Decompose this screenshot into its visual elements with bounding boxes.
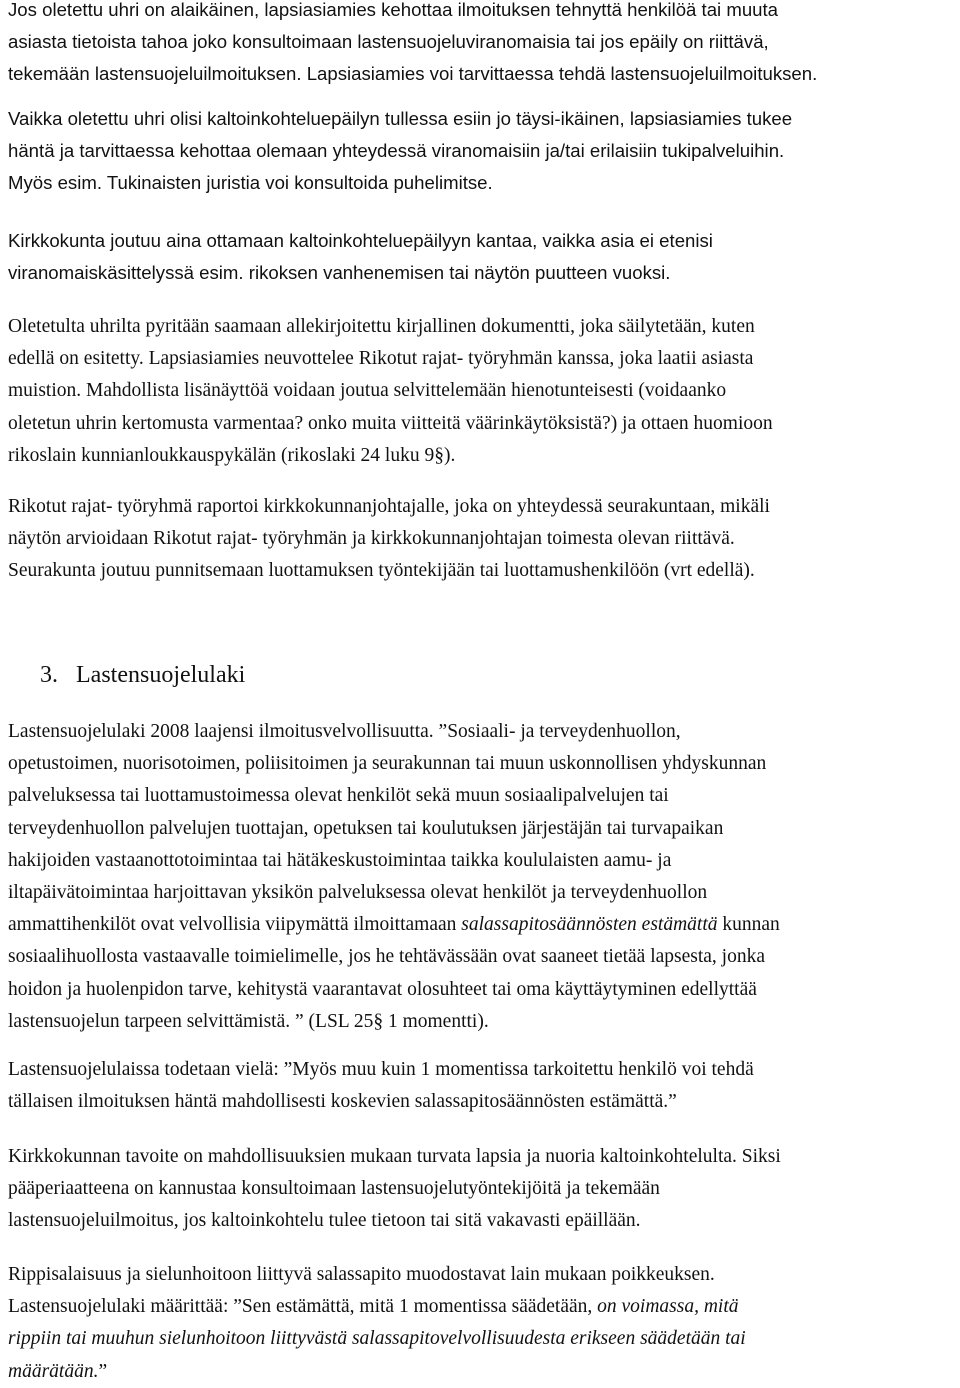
text-segment: ” bbox=[98, 1360, 108, 1382]
text-line: palveluksessa tai luottamustoimessa olevat henkilöt sekä muun sosiaalipalvelujen tai bbox=[8, 785, 669, 807]
text-line: Lastensuojelulaissa todetaan vielä: ”Myös muu kuin 1 momentissa tarkoitettu henkilö voi tehdä bbox=[8, 1059, 754, 1080]
paragraph-child-welfare-act bbox=[8, 716, 958, 1038]
section-number: 3. bbox=[40, 662, 58, 688]
text-line: terveydenhuollon palvelujen tuottajan, opetuksen tai koulutuksen järjestäjän tai turvapaikan bbox=[8, 817, 724, 839]
text-line: Myös esim. Tukinaisten juristia voi konsultoida puhelimitse. bbox=[8, 172, 493, 194]
text-line bbox=[8, 1356, 958, 1388]
paragraph-reporting-minor bbox=[8, 0, 958, 199]
italic-text: määrätään. bbox=[8, 1360, 99, 1382]
text-segment: kunnan bbox=[717, 914, 780, 936]
text-line: pääperiaatteena on kannustaa konsultoimaan lastensuojelutyöntekijöitä ja tekemään bbox=[8, 1178, 660, 1200]
section-title: Lastensuojelulaki bbox=[76, 662, 246, 688]
text-line: hoidon ja huolenpidon tarve, kehitystä vaarantavat olosuhteet tai oma käyttäytyminen edellyttää bbox=[8, 978, 757, 1000]
text-segment: Lastensuojelulaki määrittää: ”Sen estämättä, mitä 1 momentissa säädetään, bbox=[8, 1296, 598, 1318]
text-line: Rikotut rajat- työryhmä raportoi kirkkokunnanjohtajalle, joka on yhteydessä seurakuntaan, mikäli bbox=[8, 496, 770, 517]
text-line: oletetun uhrin kertomusta varmentaa? onko muita viitteitä väärinkäytöksistä?) ja ottaen huomioon bbox=[8, 412, 773, 434]
text-line: Rippisalaisuus ja sielunhoitoon liittyvä salassapito muodostavat lain mukaan poikkeuksen. bbox=[8, 1264, 715, 1285]
text-line: Kirkkokunnan tavoite on mahdollisuuksien mukaan turvata lapsia ja nuoria kaltoinkohtelulta. Siksi bbox=[8, 1146, 781, 1167]
text-line: viranomaiskäsittelyssä esim. rikoksen vanhenemisen tai näytön puutteen vuoksi. bbox=[8, 262, 671, 284]
paragraph-confession-secrecy bbox=[8, 1259, 958, 1388]
text-line: rikoslain kunnianloukkauspykälän (rikoslaki 24 luku 9§). bbox=[8, 444, 456, 466]
italic-text: salassapitosäännösten estämättä bbox=[461, 914, 718, 936]
italic-text: on voimassa, mitä bbox=[597, 1296, 739, 1318]
text-segment: ammattihenkilöt ovat velvollisia viipymättä ilmoittamaan bbox=[8, 914, 462, 936]
text-line: iltapäivätoimintaa harjoittavan yksikön palveluksessa olevat henkilöt ja terveydenhuollon bbox=[8, 882, 708, 904]
text-line: Seurakunta joutuu punnitsemaan luottamuksen työntekijään tai luottamushenkilöön (vrt edellä). bbox=[8, 560, 755, 582]
text-line: näytön arvioidaan Rikotut rajat- työryhmän ja kirkkokunnanjohtajan toimesta olevan riittävä. bbox=[8, 528, 735, 550]
paragraph-working-group-report bbox=[8, 491, 958, 588]
paragraph-signed-document bbox=[8, 311, 958, 472]
text-line bbox=[8, 1291, 958, 1323]
text-line: opetustoimen, nuorisotoimen, poliisitoimen ja seurakunnan tai muun uskonnollisen yhdyskunnan bbox=[8, 753, 767, 775]
text-line: Kirkkokunta joutuu aina ottamaan kaltoinkohteluepäilyyn kantaa, vaikka asia ei etenisi bbox=[8, 230, 713, 251]
text-line: asiasta tietoista tahoa joko konsultoimaan lastensuojeluviranomaisia tai jos epäily on riittävä, bbox=[8, 31, 769, 53]
italic-text: rippiin tai muuhun sielunhoitoon liittyvästä salassapitovelvollisuudesta erikseen säädetään tai bbox=[8, 1328, 746, 1350]
text-line: hakijoiden vastaanottotoimintaa tai hätäkeskustoimintaa taikka koululaisten aamu- ja bbox=[8, 849, 672, 871]
text-line: Jos oletettu uhri on alaikäinen, lapsiasiamies kehottaa ilmoituksen tehnyttä henkilöä tai muuta bbox=[8, 0, 779, 20]
text-line: häntä ja tarvittaessa kehottaa olemaan yhteydessä viranomaisiin ja/tai erilaisiin tukipalveluihin. bbox=[8, 139, 785, 161]
paragraph-church-goal bbox=[8, 1141, 958, 1238]
text-line: muistion. Mahdollista lisänäyttöä voidaan joutua selvittelemään hienotunteisesti (voidaanko bbox=[8, 380, 727, 402]
text-line: Lastensuojelulaki 2008 laajensi ilmoitusvelvollisuutta. ”Sosiaali- ja terveydenhuollon, bbox=[8, 721, 681, 742]
text-line: lastensuojelun tarpeen selvittämistä. ” (LSL 25§ 1 momentti). bbox=[8, 1010, 489, 1032]
text-line: Oletetulta uhrilta pyritään saamaan allekirjoitettu kirjallinen dokumentti, joka säilytetään, kuten bbox=[8, 316, 755, 337]
text-line: Vaikka oletettu uhri olisi kaltoinkohteluepäilyn tullessa esiin jo täysi-ikäinen, lapsiasiamies tukee bbox=[8, 107, 793, 129]
text-line bbox=[8, 909, 958, 941]
text-line: sosiaalihuollosta vastaavalle toimielimelle, jos he tehtävässään ovat saaneet tietää lapsesta, jonka bbox=[8, 946, 765, 968]
section-heading bbox=[40, 658, 245, 692]
paragraph-other-persons bbox=[8, 1054, 958, 1118]
text-line: edellä on esitetty. Lapsiasiamies neuvottelee Rikotut rajat- työryhmän kanssa, joka laatii asiasta bbox=[8, 348, 754, 370]
text-line: tekemään lastensuojeluilmoituksen. Lapsiasiamies voi tarvittaessa tehdä lastensuojeluilmoituksen. bbox=[8, 63, 818, 85]
text-line bbox=[8, 1323, 958, 1355]
text-line: lastensuojeluilmoitus, jos kaltoinkohtelu tulee tietoon tai sitä vakavasti epäillään. bbox=[8, 1210, 641, 1232]
paragraph-church-position bbox=[8, 225, 958, 289]
text-line: tällaisen ilmoituksen häntä mahdollisesti koskevien salassapitosäännösten estämättä.” bbox=[8, 1091, 677, 1113]
